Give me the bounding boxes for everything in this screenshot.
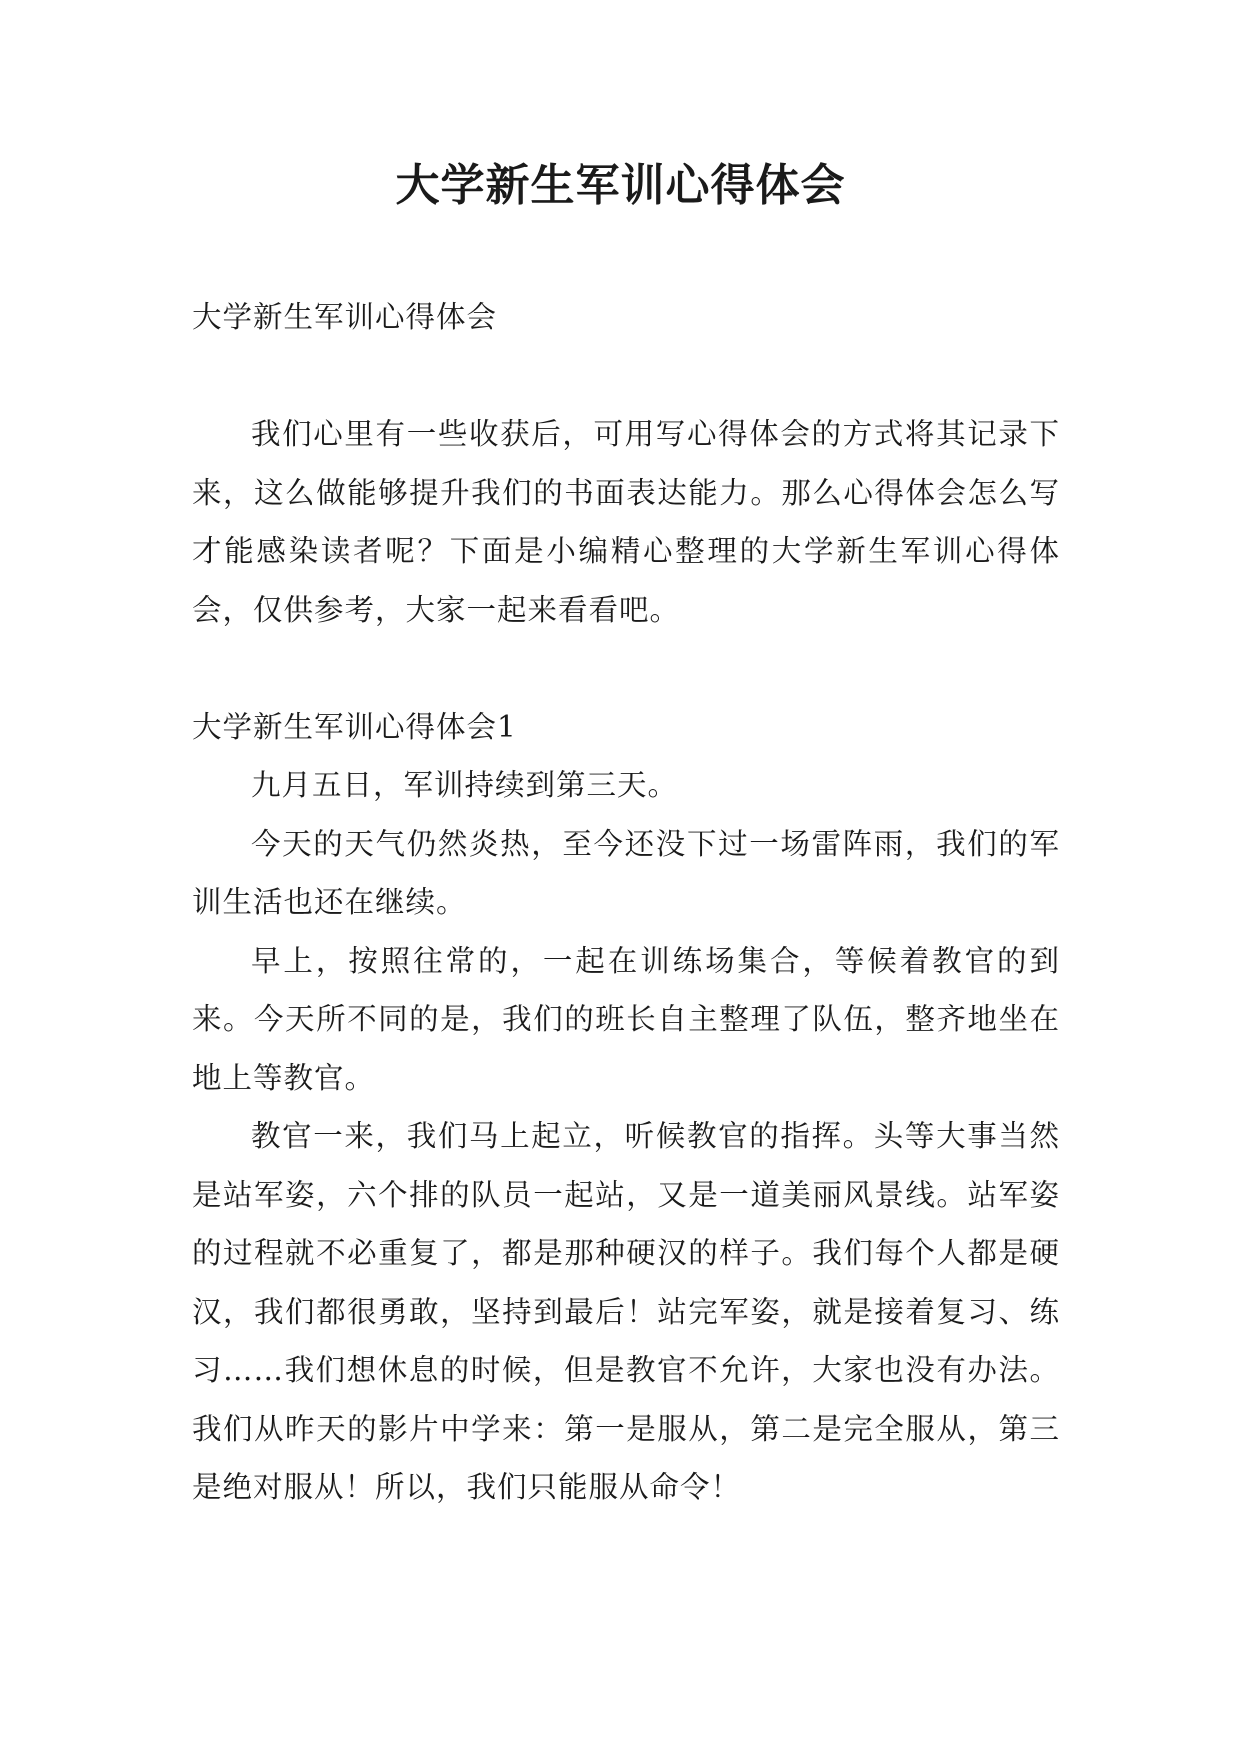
document-body <box>192 288 1060 1517</box>
intro-paragraph: 我们心里有一些收获后，可用写心得体会的方式将其记录下来，这么做能够提升我们的书面表达能力。那么心得体会怎么写才能感染读者呢？下面是小编精心整理的大学新生军训心得体会，仅供参考，大家一起来看看吧。 <box>192 417 1060 627</box>
body-paragraph: 早上，按照往常的，一起在训练场集合，等候着教官的到来。今天所不同的是，我们的班长自主整理了队伍，整齐地坐在地上等教官。 <box>192 943 1060 1095</box>
section-heading: 大学新生军训心得体会1 <box>192 709 517 744</box>
body-paragraph: 九月五日，军训持续到第三天。 <box>251 768 679 802</box>
spacer <box>192 347 1060 406</box>
spacer <box>192 639 1060 698</box>
document-subtitle: 大学新生军训心得体会 <box>192 300 498 334</box>
body-paragraph: 今天的天气仍然炎热，至今还没下过一场雷阵雨，我们的军训生活也还在继续。 <box>192 826 1060 919</box>
document-title: 大学新生军训心得体会 <box>395 160 846 211</box>
body-paragraph: 教官一来，我们马上起立，听候教官的指挥。头等大事当然是站军姿，六个排的队员一起站，又是一道美丽风景线。站军姿的过程就不必重复了，都是那种硬汉的样子。我们每个人都是硬汉，我们都很勇敢，坚持到最后！站完军姿，就是接着复习、练习……我们想休息的时候，但是教官不允许，大家也没有办法。我们从昨天的影片中学来：第一是服从，第二是完全服从，第三是绝对服从！所以，我们只能服从命令！ <box>192 1119 1060 1504</box>
